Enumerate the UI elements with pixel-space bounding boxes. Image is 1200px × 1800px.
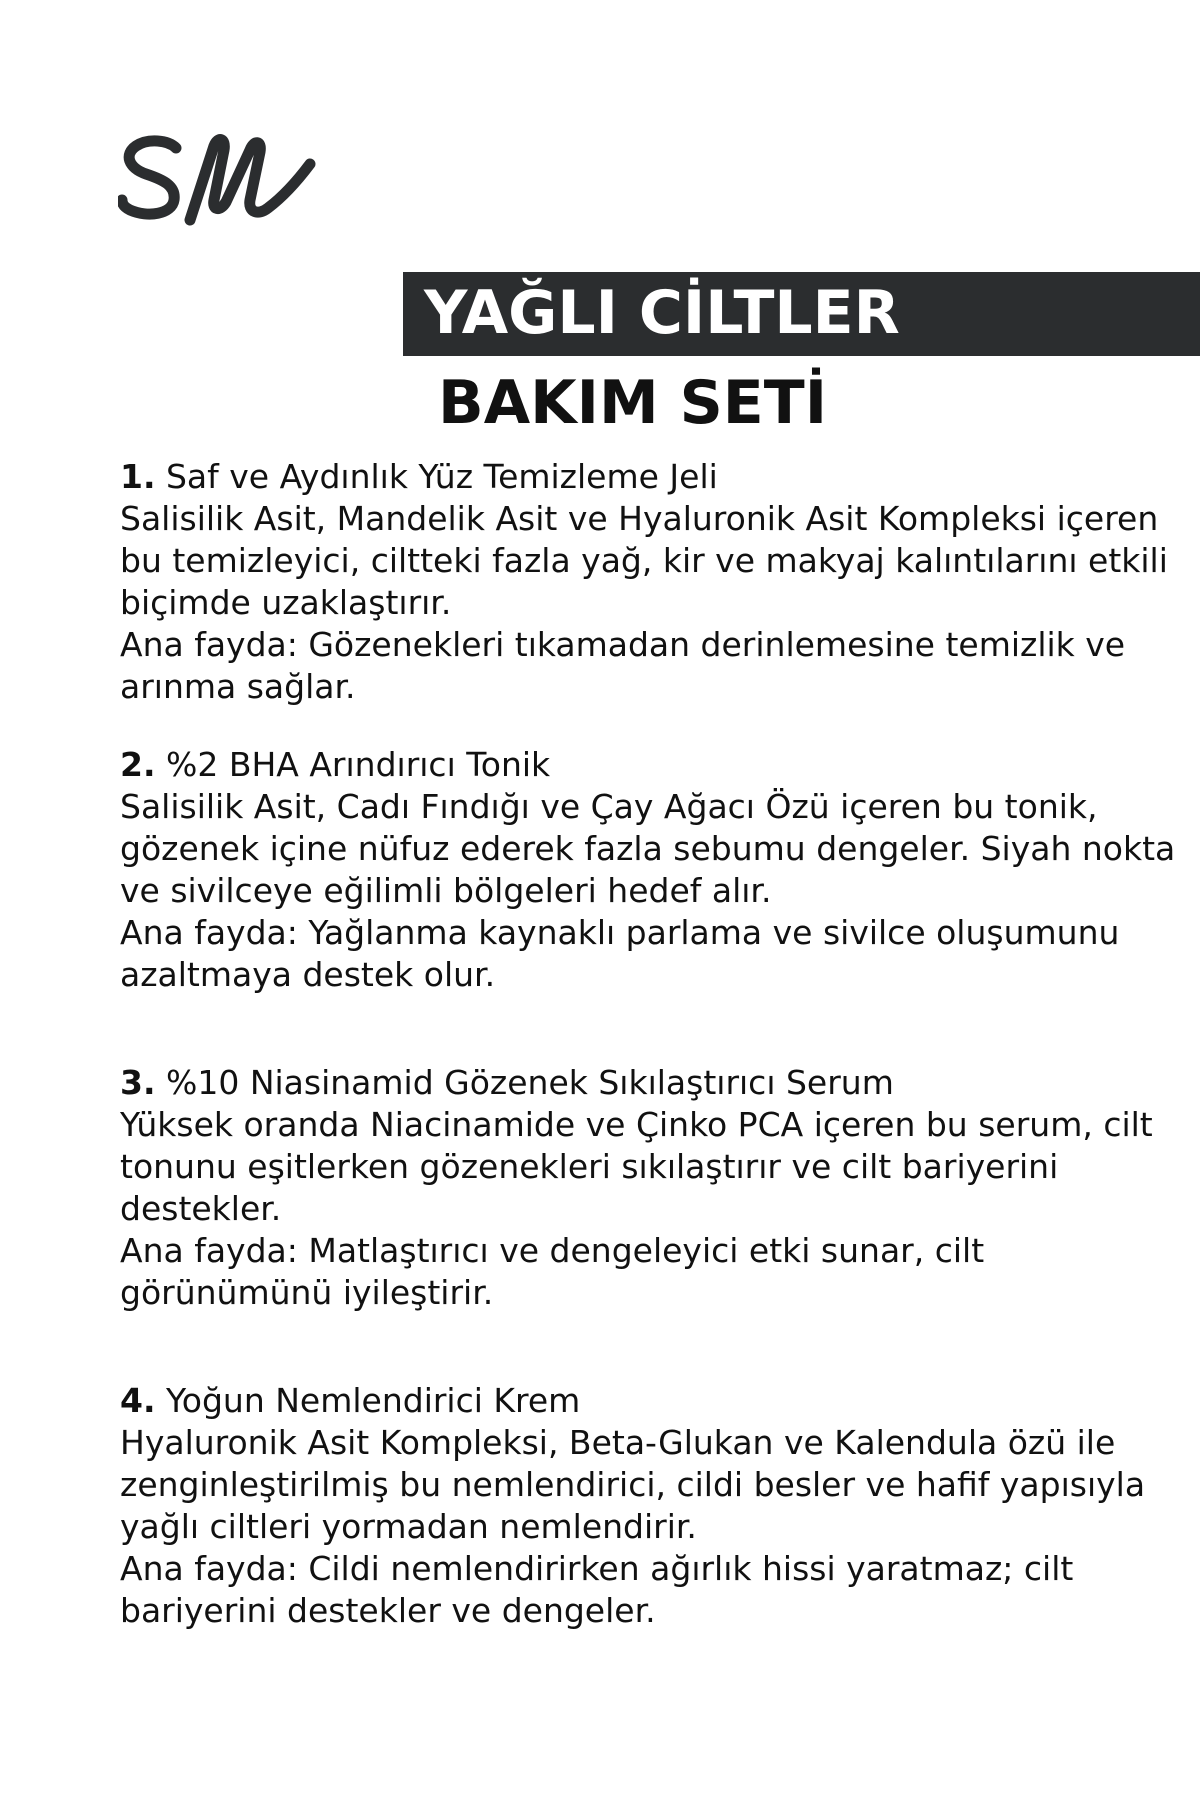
page-subtitle: BAKIM SETİ [438,368,828,438]
product-heading [120,744,1180,786]
product-item [120,1380,1180,1632]
product-description: Yüksek oranda Niacinamide ve Çinko PCA içeren bu serum, cilt tonunu eşitlerken gözenekleri sıkılaştırır ve cilt bariyerini destekler. [120,1105,1153,1228]
product-item [120,1062,1180,1314]
page-title: YAĞLI CİLTLER [424,278,900,348]
product-heading [120,1062,1180,1104]
product-heading [120,1380,1180,1422]
product-item [120,456,1180,708]
product-number: 2. [120,745,156,784]
product-number: 3. [120,1063,156,1102]
product-number: 4. [120,1381,156,1420]
brand-logo-icon [118,120,318,228]
product-benefit: Ana fayda: Gözenekleri tıkamadan derinlemesine temizlik ve arınma sağlar. [120,625,1126,706]
product-benefit: Ana fayda: Yağlanma kaynaklı parlama ve sivilce oluşumunu azaltmaya destek olur. [120,913,1120,994]
product-heading [120,456,1180,498]
product-name: %2 BHA Arındırıcı Tonik [155,745,551,784]
product-benefit: Ana fayda: Matlaştırıcı ve dengeleyici etki sunar, cilt görünümünü iyileştirir. [120,1231,985,1312]
product-benefit: Ana fayda: Cildi nemlendirirken ağırlık hissi yaratmaz; cilt bariyerini destekler ve dengeler. [120,1549,1074,1630]
product-list [120,456,1180,1632]
product-description: Salisilik Asit, Mandelik Asit ve Hyaluronik Asit Kompleksi içeren bu temizleyici, ciltteki fazla yağ, kir ve makyaj kalıntılarını etkili biçimde uzaklaştırır. [120,499,1168,622]
product-name: %10 Niasinamid Gözenek Sıkılaştırıcı Serum [155,1063,894,1102]
product-number: 1. [120,457,156,496]
product-name: Yoğun Nemlendirici Krem [155,1381,581,1420]
product-item [120,744,1180,996]
product-name: Saf ve Aydınlık Yüz Temizleme Jeli [155,457,718,496]
product-description: Hyaluronik Asit Kompleksi, Beta-Glukan ve Kalendula özü ile zenginleştirilmiş bu nemlendirici, cildi besler ve hafif yapısıyla yağlı ciltleri yormadan nemlendirir. [120,1423,1146,1546]
product-description: Salisilik Asit, Cadı Fındığı ve Çay Ağacı Özü içeren bu tonik, gözenek içine nüfuz ederek fazla sebumu dengeler. Siyah nokta ve sivilceye eğilimli bölgeleri hedef alır. [120,787,1176,910]
